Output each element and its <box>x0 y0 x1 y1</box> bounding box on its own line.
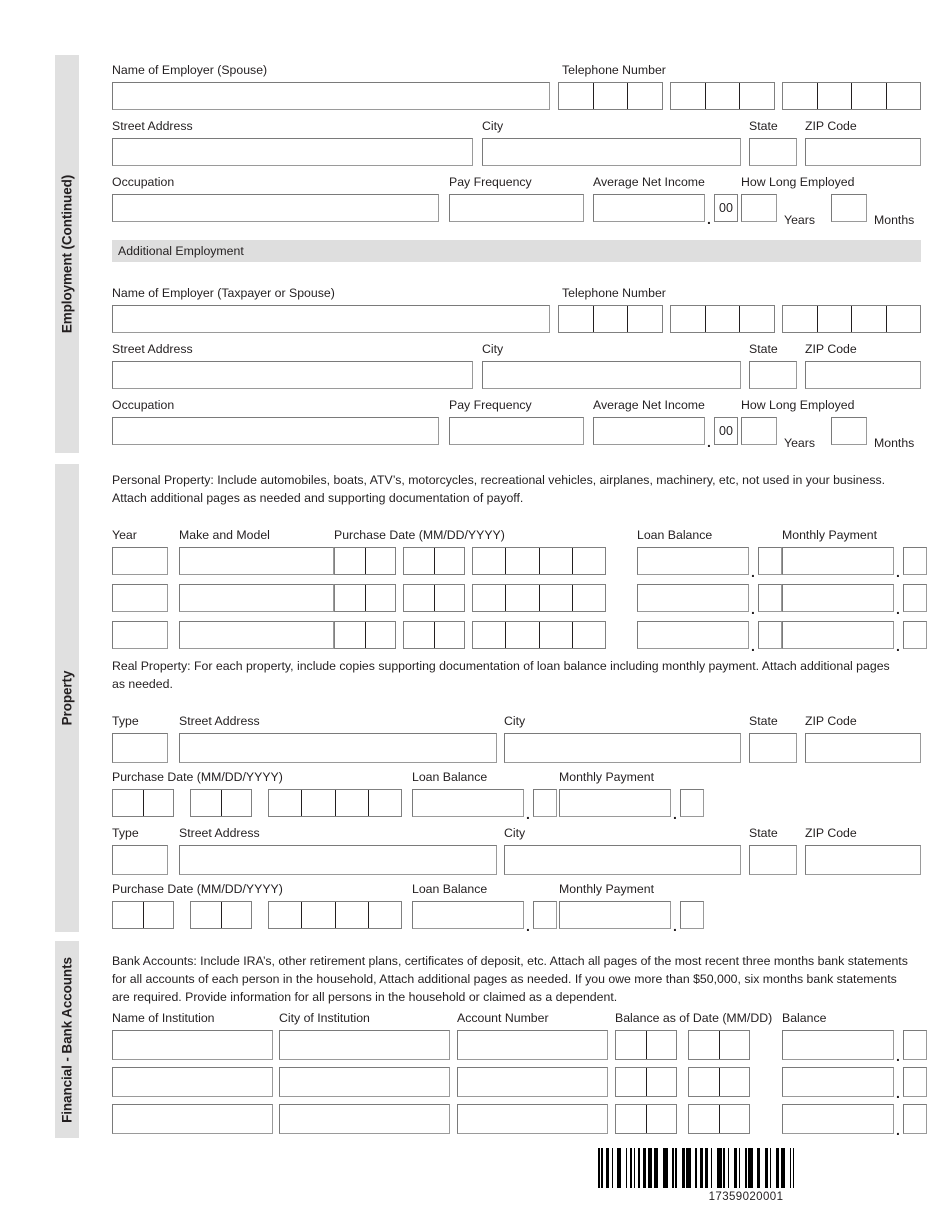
input-personal-purchase-year-2[interactable] <box>472 584 606 612</box>
input-real-monthly-payment-cents-2[interactable] <box>680 901 704 929</box>
bank-instructions-line1: Bank Accounts: Include IRA’s, other retirement plans, certificates of deposit, etc. Attach all pages of the most recent three months bank statements <box>112 954 908 968</box>
real-property-instructions-line2: as needed. <box>112 677 173 691</box>
input-years-additional[interactable] <box>741 417 777 445</box>
input-city-additional[interactable] <box>482 361 741 389</box>
label-employer-spouse: Name of Employer (Spouse) <box>112 63 268 77</box>
employment-body <box>79 55 915 453</box>
input-zip-spouse[interactable] <box>805 138 921 166</box>
label-telephone-spouse: Telephone Number <box>562 63 666 77</box>
input-bank-institution-3[interactable] <box>112 1104 273 1134</box>
input-bank-balance-cents-2[interactable] <box>903 1067 927 1097</box>
input-personal-year-3[interactable] <box>112 621 168 649</box>
label-state-additional: State <box>749 342 778 356</box>
input-real-loan-balance-cents-2[interactable] <box>533 901 557 929</box>
header-institution-name: Name of Institution <box>112 1011 215 1025</box>
property-body <box>79 464 900 934</box>
input-pay-frequency-additional[interactable] <box>449 417 584 445</box>
personal-property-instructions-line2: Attach additional pages as needed and supporting documentation of payoff. <box>112 491 524 505</box>
personal-property-instructions-line1: Personal Property: Include automobiles, boats, ATV’s, motorcycles, recreational vehicles, airplanes, machinery, etc, not used in your business. <box>112 473 886 487</box>
label-occupation-spouse: Occupation <box>112 175 175 189</box>
decimal-point-avg-net-income-spouse: . <box>707 211 711 227</box>
input-telephone-spouse-prefix[interactable] <box>670 82 775 110</box>
header-city-real-2: City <box>504 826 526 840</box>
header-purchase-date-real-1: Purchase Date (MM/DD/YYYY) <box>112 770 283 784</box>
bank-accounts-body <box>79 941 908 1138</box>
decimal-point-real-monthly-2: . <box>673 918 677 934</box>
input-personal-loan-balance-3[interactable] <box>637 621 749 649</box>
header-type-1: Type <box>112 714 139 728</box>
input-real-type-2[interactable] <box>112 845 168 875</box>
input-real-monthly-payment-2[interactable] <box>559 901 671 929</box>
decimal-point-personal-monthly-1: . <box>896 564 900 580</box>
input-personal-purchase-month-1[interactable] <box>334 547 396 575</box>
real-property-instructions-line1: Real Property: For each property, include copies supporting documentation of loan balance including monthly payment. Attach additional pages <box>112 659 890 673</box>
decimal-point-bank-balance-1: . <box>896 1048 900 1064</box>
input-bank-balance-month-2[interactable] <box>615 1067 677 1097</box>
input-bank-balance-day-2[interactable] <box>688 1067 750 1097</box>
additional-employment-header: Additional Employment <box>112 240 921 262</box>
decimal-point-real-loan-1: . <box>526 806 530 822</box>
input-bank-account-number-2[interactable] <box>457 1067 608 1097</box>
input-real-monthly-payment-1[interactable] <box>559 789 671 817</box>
input-bank-city-2[interactable] <box>279 1067 450 1097</box>
header-zip-real-1: ZIP Code <box>805 714 857 728</box>
input-bank-institution-1[interactable] <box>112 1030 273 1060</box>
input-real-loan-balance-cents-1[interactable] <box>533 789 557 817</box>
input-personal-make-model-3[interactable] <box>179 621 334 649</box>
input-real-purchase-year-1[interactable] <box>268 789 402 817</box>
barcode-number: 17359020001 <box>708 1191 784 1203</box>
input-real-state-2[interactable] <box>749 845 797 875</box>
header-zip-real-2: ZIP Code <box>805 826 857 840</box>
input-bank-balance-month-1[interactable] <box>615 1030 677 1060</box>
header-monthly-payment-personal: Monthly Payment <box>782 528 878 542</box>
header-loan-balance-personal: Loan Balance <box>637 528 713 542</box>
input-bank-balance-cents-1[interactable] <box>903 1030 927 1060</box>
input-avg-net-income-additional[interactable] <box>593 417 705 445</box>
label-city-additional: City <box>482 342 504 356</box>
header-account-number: Account Number <box>457 1011 549 1025</box>
label-city-spouse: City <box>482 119 504 133</box>
header-type-2: Type <box>112 826 139 840</box>
input-telephone-spouse-area[interactable] <box>558 82 663 110</box>
header-year: Year <box>112 528 137 542</box>
section-tab-property-label: Property <box>59 670 75 726</box>
input-personal-purchase-day-3[interactable] <box>403 621 465 649</box>
header-street-real-2: Street Address <box>179 826 260 840</box>
input-personal-monthly-payment-1[interactable] <box>782 547 894 575</box>
input-real-state-1[interactable] <box>749 733 797 763</box>
bank-instructions-line3: are required. Provide information for all persons in the household or claimed as a dependent. <box>112 990 618 1004</box>
input-personal-loan-balance-1[interactable] <box>637 547 749 575</box>
input-state-spouse[interactable] <box>749 138 797 166</box>
label-state-spouse: State <box>749 119 778 133</box>
input-personal-purchase-month-3[interactable] <box>334 621 396 649</box>
input-personal-purchase-month-2[interactable] <box>334 584 396 612</box>
header-make-model: Make and Model <box>179 528 270 542</box>
header-balance-as-of-date: Balance as of Date (MM/DD) <box>615 1011 773 1025</box>
input-personal-loan-balance-cents-3[interactable] <box>758 621 782 649</box>
label-occupation-additional: Occupation <box>112 398 175 412</box>
input-real-street-2[interactable] <box>179 845 497 875</box>
input-telephone-spouse-line[interactable] <box>782 82 921 110</box>
label-pay-frequency-spouse: Pay Frequency <box>449 175 532 189</box>
input-state-additional[interactable] <box>749 361 797 389</box>
input-employer-additional[interactable] <box>112 305 550 333</box>
input-real-purchase-month-1[interactable] <box>112 789 174 817</box>
section-tab-bank-accounts-label: Financial - Bank Accounts <box>59 956 75 1123</box>
header-monthly-payment-real-2: Monthly Payment <box>559 882 655 896</box>
barcode-image <box>598 1148 894 1188</box>
decimal-point-real-monthly-1: . <box>673 806 677 822</box>
input-personal-purchase-year-1[interactable] <box>472 547 606 575</box>
input-real-monthly-payment-cents-1[interactable] <box>680 789 704 817</box>
section-tab-property <box>55 464 79 932</box>
input-personal-purchase-day-1[interactable] <box>403 547 465 575</box>
input-real-loan-balance-2[interactable] <box>412 901 524 929</box>
input-months-additional[interactable] <box>831 417 867 445</box>
label-months-additional: Months <box>874 436 915 450</box>
section-bank-accounts <box>55 941 908 1138</box>
decimal-point-bank-balance-3: . <box>896 1122 900 1138</box>
input-personal-purchase-year-3[interactable] <box>472 621 606 649</box>
input-personal-make-model-1[interactable] <box>179 547 334 575</box>
decimal-point-personal-loan-2: . <box>751 601 755 617</box>
section-tab-employment <box>55 55 79 453</box>
input-avg-net-income-spouse[interactable] <box>593 194 705 222</box>
input-telephone-additional-area[interactable] <box>558 305 663 333</box>
input-bank-balance-1[interactable] <box>782 1030 894 1060</box>
input-bank-balance-cents-3[interactable] <box>903 1104 927 1134</box>
input-bank-account-number-3[interactable] <box>457 1104 608 1134</box>
header-purchase-date-real-2: Purchase Date (MM/DD/YYYY) <box>112 882 283 896</box>
label-how-long-employed-additional: How Long Employed <box>741 398 855 412</box>
input-months-spouse[interactable] <box>831 194 867 222</box>
header-state-real-1: State <box>749 714 778 728</box>
section-tab-employment-label: Employment (Continued) <box>59 174 75 334</box>
label-months-spouse: Months <box>874 213 915 227</box>
input-bank-balance-day-3[interactable] <box>688 1104 750 1134</box>
input-personal-loan-balance-2[interactable] <box>637 584 749 612</box>
label-years-spouse: Years <box>784 213 815 227</box>
input-real-purchase-day-1[interactable] <box>190 789 252 817</box>
label-employer-additional: Name of Employer (Taxpayer or Spouse) <box>112 286 335 300</box>
input-real-zip-2[interactable] <box>805 845 921 875</box>
input-personal-make-model-2[interactable] <box>179 584 334 612</box>
decimal-point-personal-loan-3: . <box>751 638 755 654</box>
input-bank-balance-2[interactable] <box>782 1067 894 1097</box>
decimal-point-bank-balance-2: . <box>896 1085 900 1101</box>
input-real-purchase-year-2[interactable] <box>268 901 402 929</box>
decimal-point-personal-monthly-3: . <box>896 638 900 654</box>
label-how-long-employed-spouse: How Long Employed <box>741 175 855 189</box>
input-bank-balance-day-1[interactable] <box>688 1030 750 1060</box>
input-personal-monthly-payment-cents-2[interactable] <box>903 584 927 612</box>
label-zip-spouse: ZIP Code <box>805 119 857 133</box>
section-property <box>55 464 900 934</box>
header-street-real-1: Street Address <box>179 714 260 728</box>
input-real-type-1[interactable] <box>112 733 168 763</box>
header-city-real-1: City <box>504 714 526 728</box>
input-personal-monthly-payment-3[interactable] <box>782 621 894 649</box>
input-personal-monthly-payment-2[interactable] <box>782 584 894 612</box>
decimal-point-real-loan-2: . <box>526 918 530 934</box>
input-avg-net-income-spouse-cents[interactable]: 00 <box>714 194 738 222</box>
input-bank-account-number-1[interactable] <box>457 1030 608 1060</box>
input-personal-monthly-payment-cents-1[interactable] <box>903 547 927 575</box>
label-avg-net-income-additional: Average Net Income <box>593 398 705 412</box>
input-personal-purchase-day-2[interactable] <box>403 584 465 612</box>
input-city-spouse[interactable] <box>482 138 741 166</box>
input-real-street-1[interactable] <box>179 733 497 763</box>
input-real-loan-balance-1[interactable] <box>412 789 524 817</box>
input-real-purchase-day-2[interactable] <box>190 901 252 929</box>
input-personal-monthly-payment-cents-3[interactable] <box>903 621 927 649</box>
label-street-additional: Street Address <box>112 342 193 356</box>
input-pay-frequency-spouse[interactable] <box>449 194 584 222</box>
input-employer-spouse[interactable] <box>112 82 550 110</box>
input-personal-loan-balance-cents-2[interactable] <box>758 584 782 612</box>
input-bank-balance-3[interactable] <box>782 1104 894 1134</box>
label-pay-frequency-additional: Pay Frequency <box>449 398 532 412</box>
barcode-footer <box>598 1148 894 1203</box>
header-balance: Balance <box>782 1011 827 1025</box>
decimal-point-personal-monthly-2: . <box>896 601 900 617</box>
bank-instructions-line2: for all accounts of each person in the household, Attach additional pages as needed. If you owe more than $50,000, six months bank statements <box>112 972 897 986</box>
decimal-point-avg-net-income-additional: . <box>707 434 711 450</box>
header-loan-balance-real-2: Loan Balance <box>412 882 488 896</box>
header-state-real-2: State <box>749 826 778 840</box>
input-street-spouse[interactable] <box>112 138 473 166</box>
input-real-city-1[interactable] <box>504 733 741 763</box>
input-bank-city-1[interactable] <box>279 1030 450 1060</box>
input-street-additional[interactable] <box>112 361 473 389</box>
input-personal-loan-balance-cents-1[interactable] <box>758 547 782 575</box>
header-institution-city: City of Institution <box>279 1011 370 1025</box>
input-avg-net-income-additional-cents[interactable]: 00 <box>714 417 738 445</box>
label-avg-net-income-spouse: Average Net Income <box>593 175 705 189</box>
input-occupation-spouse[interactable] <box>112 194 439 222</box>
label-years-additional: Years <box>784 436 815 450</box>
label-telephone-additional: Telephone Number <box>562 286 666 300</box>
header-monthly-payment-real-1: Monthly Payment <box>559 770 655 784</box>
input-occupation-additional[interactable] <box>112 417 439 445</box>
label-zip-additional: ZIP Code <box>805 342 857 356</box>
section-employment <box>55 55 915 453</box>
header-loan-balance-real-1: Loan Balance <box>412 770 488 784</box>
decimal-point-personal-loan-1: . <box>751 564 755 580</box>
input-personal-year-2[interactable] <box>112 584 168 612</box>
input-real-zip-1[interactable] <box>805 733 921 763</box>
input-personal-year-1[interactable] <box>112 547 168 575</box>
section-tab-bank-accounts <box>55 941 79 1138</box>
input-real-purchase-month-2[interactable] <box>112 901 174 929</box>
input-years-spouse[interactable] <box>741 194 777 222</box>
input-telephone-additional-prefix[interactable] <box>670 305 775 333</box>
input-bank-balance-month-3[interactable] <box>615 1104 677 1134</box>
header-purchase-date-personal: Purchase Date (MM/DD/YYYY) <box>334 528 505 542</box>
input-real-city-2[interactable] <box>504 845 741 875</box>
input-bank-institution-2[interactable] <box>112 1067 273 1097</box>
input-telephone-additional-line[interactable] <box>782 305 921 333</box>
input-bank-city-3[interactable] <box>279 1104 450 1134</box>
input-zip-additional[interactable] <box>805 361 921 389</box>
label-street-spouse: Street Address <box>112 119 193 133</box>
